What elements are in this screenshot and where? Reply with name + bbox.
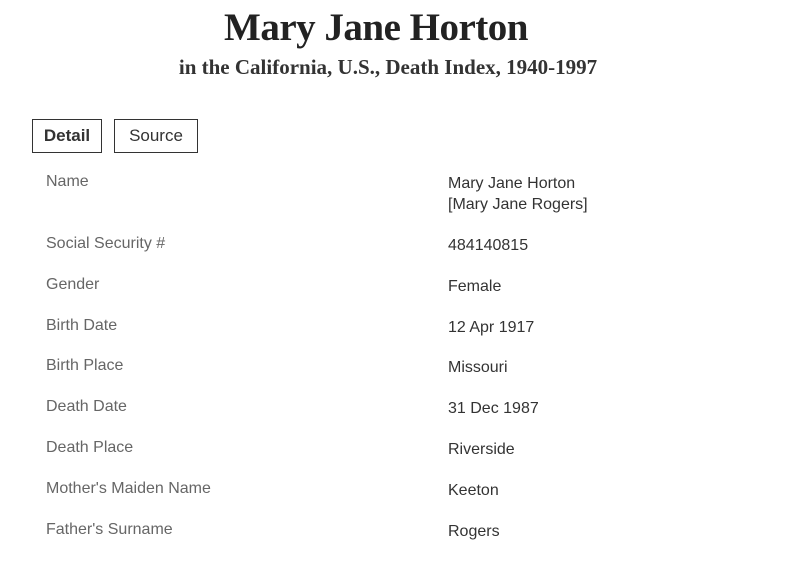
field-label: Name <box>46 173 89 190</box>
tab-detail[interactable]: Detail <box>32 119 102 153</box>
field-value: Missouri <box>448 359 508 376</box>
field-label: Social Security # <box>46 235 166 252</box>
name-value: Mary Jane Horton <box>448 175 576 192</box>
alternate-name-value: [Mary Jane Rogers] <box>448 196 588 213</box>
field-value <box>448 173 588 215</box>
field-label: Death Date <box>46 398 127 415</box>
field-value: 31 Dec 1987 <box>448 400 539 417</box>
field-label: Birth Date <box>46 317 118 334</box>
field-value: Rogers <box>448 523 500 540</box>
field-value: 12 Apr 1917 <box>448 319 535 336</box>
tab-source[interactable]: Source <box>114 119 198 153</box>
field-label: Father's Surname <box>46 521 173 538</box>
field-value: 484140815 <box>448 237 529 254</box>
field-value: Female <box>448 278 502 295</box>
field-value: Riverside <box>448 441 515 458</box>
field-label: Birth Place <box>46 357 124 374</box>
field-label: Gender <box>46 276 100 293</box>
field-label: Mother's Maiden Name <box>46 480 211 497</box>
field-value: Keeton <box>448 482 499 499</box>
page-title: Mary Jane Horton <box>224 6 528 49</box>
collection-subtitle: in the California, U.S., Death Index, 1940-1997 <box>178 55 598 79</box>
field-label: Death Place <box>46 439 134 456</box>
